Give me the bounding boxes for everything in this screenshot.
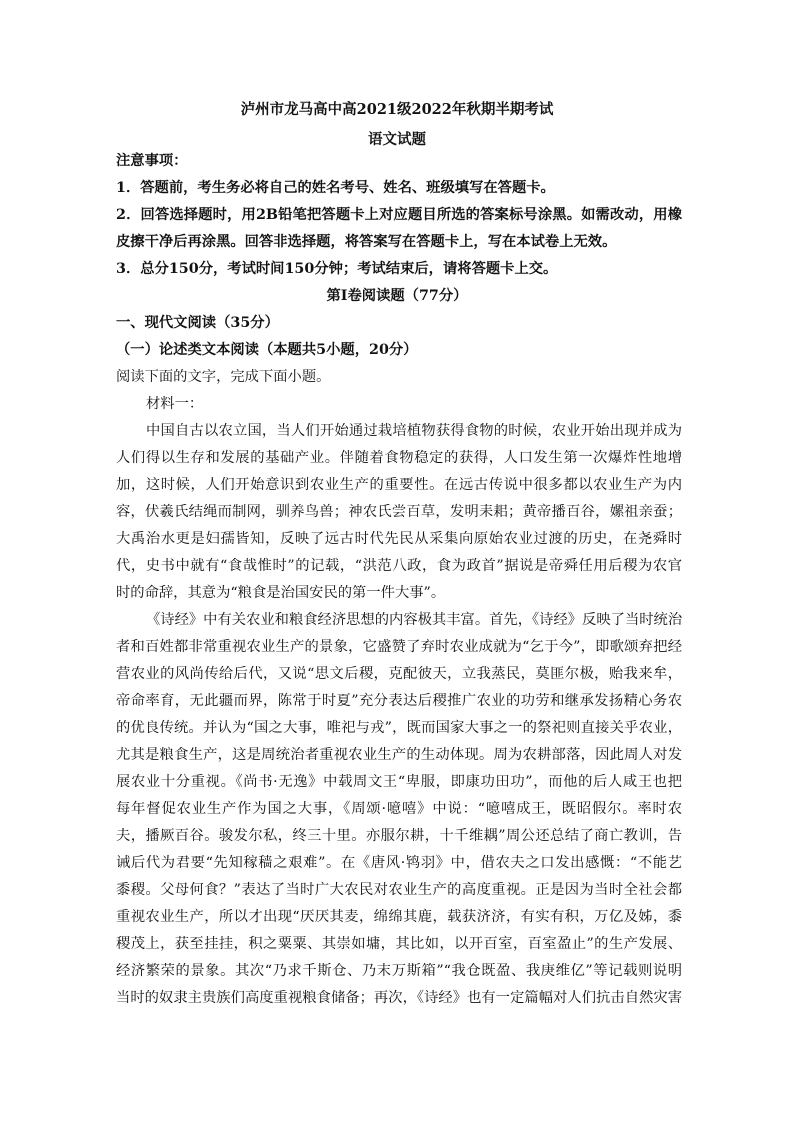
paragraph-line: 的优良传统。并认为“国之大事，唯祀与戎”，既而国家大事之一的祭祀则直接关乎农业，	[116, 720, 682, 736]
paragraph-line: 黍稷。父母何食？”表达了当时广大农民对农业生产的高度重视。正是因为当时全社会都	[116, 882, 682, 898]
notice-item-2-cont: 皮擦干净后再涂黑。回答非选择题，将答案写在答题卡上，写在本试卷上无效。	[116, 234, 617, 250]
volume-title: 第Ⅰ卷阅读题（77分）	[326, 288, 468, 304]
paragraph-line: 加，这时候，人们开始意识到农业生产的重要性。在远古传说中很多都以农业生产为内	[116, 477, 682, 493]
paragraph-line: 每年督促农业生产作为国之大事，《周颂·噫嘻》中说：“噫嘻成王，既昭假尔。率时农	[116, 801, 682, 817]
paragraph-line: 容，伏羲氏结绳而制网，驯养鸟兽；神农氏尝百草，发明耒耜；黄帝播百谷，嫘祖亲蚕；	[116, 504, 682, 520]
notice-item-3: 3．总分150分，考试时间150分钟；考试结束后，请将答题卡上交。	[116, 261, 558, 277]
reading-instruction: 阅读下面的文字，完成下面小题。	[116, 369, 331, 385]
paragraph-line: 代，史书中就有“食哉惟时”的记载，“洪范八政，食为政首”据说是帝舜任用后稷为农官	[116, 558, 682, 574]
paragraph-line: 大禹治水更是妇孺皆知，反映了远古时代先民从采集向原始农业过渡的历史，在尧舜时	[116, 531, 682, 547]
paragraph-line: 《诗经》中有关农业和粮食经济思想的内容极其丰富。首先，《诗经》反映了当时统治	[146, 612, 683, 628]
paragraph-line: 稷茂上，获至挂挂，积之粟粟、其崇如墉，其比如，以开百室，百室盈止”的生产发展、	[116, 936, 682, 952]
exam-title: 泸州市龙马高中高2021级2022年秋期半期考试	[240, 101, 554, 118]
paragraph-line: 重视农业生产，所以才出现“厌厌其麦，绵绵其鹿，载获济济，有实有积，万亿及姊，黍	[116, 909, 682, 925]
material-label: 材料一：	[146, 396, 204, 412]
notice-heading: 注意事项：	[116, 153, 188, 169]
subsection-heading: （一）论述类文本阅读（本题共5小题，20分）	[116, 342, 418, 358]
notice-item-1: 1．答题前，考生务必将自己的姓名考号、姓名、班级填写在答题卡。	[116, 180, 555, 196]
paragraph-line: 夫，播厥百谷。骏发尔私，终三十里。亦服尔耕，十千维耦”周公还总结了商亡教训，告	[116, 828, 682, 844]
paragraph-line: 者和百姓都非常重视农业生产的景象，它盛赞了弃时农业成就为“乞于今”，即歌颂弃把经	[116, 639, 682, 655]
paragraph-line: 尤其是粮食生产，这是周统治者重视农业生产的生动体现。周为农耕部落，因此周人对发	[116, 747, 682, 763]
paragraph-line: 展农业十分重视。《尚书·无逸》中载周文王“卑服，即康功田功”，而他的后人咸王也把	[116, 774, 682, 790]
paragraph-line: 人们得以生存和发展的基础产业。伴随着食物稳定的获得，人口发生第一次爆炸性地增	[116, 450, 682, 466]
paragraph-line: 诫后代为君要“先知稼穑之艰难”。在《唐风·鸨羽》中，借农夫之口发出感慨：“不能艺	[116, 855, 682, 871]
paragraph-line: 营农业的风尚传给后代，又说“思文后稷，克配彼天，立我蒸民，莫匪尔极，贻我来牟，	[116, 666, 682, 682]
part-heading: 一、现代文阅读（35分）	[116, 315, 279, 331]
paragraph-line: 时的命辞，其意为“粮食是治国安民的第一件大事”。	[116, 585, 446, 601]
subject-title: 语文试题	[368, 131, 426, 148]
notice-item-2: 2．回答选择题时，用2B铅笔把答题卡上对应题目所选的答案标号涂黑。如需改动，用橡	[116, 207, 682, 223]
paragraph-line: 帝命率育，无此疆而界，陈常于时夏”充分表达后稷推广农业的功劳和继承发扬精心务农	[116, 693, 682, 709]
paragraph-line: 经济繁荣的景象。其次“乃求千斯仓、乃末万斯箱”“我仓既盈、我庚维亿”等记载则说明	[116, 963, 682, 979]
paragraph-line: 中国自古以农立国，当人们开始通过栽培植物获得食物的时候，农业开始出现并成为	[146, 423, 682, 439]
paragraph-line: 当时的奴隶主贵族们高度重视粮食储备；再次，《诗经》也有一定篇幅对人们抗击自然灾害	[116, 990, 682, 1006]
